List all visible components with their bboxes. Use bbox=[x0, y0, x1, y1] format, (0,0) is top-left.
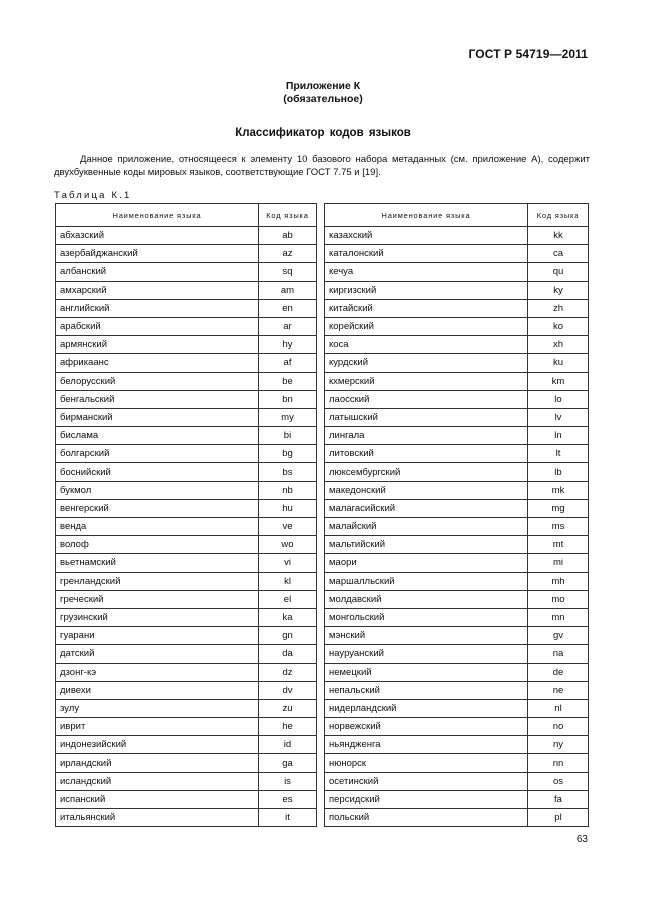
language-name-right: казахский bbox=[325, 227, 528, 245]
language-name-right: нидерландский bbox=[325, 699, 528, 717]
column-gap bbox=[317, 499, 325, 517]
language-code-right: ku bbox=[528, 354, 589, 372]
language-code-left: sq bbox=[259, 263, 317, 281]
table-row bbox=[56, 317, 589, 335]
table-row bbox=[56, 809, 589, 827]
intro-paragraph: Данное приложение, относящееся к элементу 10 базового набора метаданных (см. приложение А), содержит двухбуквенные коды мировых языков, соответствующие ГОСТ 7.75 и [19]. bbox=[54, 154, 590, 178]
language-name-left: английский bbox=[56, 299, 259, 317]
language-name-right: мэнский bbox=[325, 627, 528, 645]
language-name-left: итальянский bbox=[56, 809, 259, 827]
language-name-left: ирландский bbox=[56, 754, 259, 772]
language-name-left: волоф bbox=[56, 536, 259, 554]
language-code-left: dz bbox=[259, 663, 317, 681]
language-code-right: lv bbox=[528, 408, 589, 426]
table-row bbox=[56, 390, 589, 408]
language-name-right: мальтийский bbox=[325, 536, 528, 554]
language-code-right: mt bbox=[528, 536, 589, 554]
table-row bbox=[56, 281, 589, 299]
language-code-right: os bbox=[528, 772, 589, 790]
column-gap bbox=[317, 754, 325, 772]
language-code-right: mg bbox=[528, 499, 589, 517]
language-name-left: арабский bbox=[56, 317, 259, 335]
standard-code: ГОСТ Р 54719—2011 bbox=[468, 47, 588, 61]
appendix-heading bbox=[0, 80, 646, 106]
column-gap bbox=[317, 681, 325, 699]
language-code-right: mh bbox=[528, 572, 589, 590]
language-name-left: дзонг-кэ bbox=[56, 663, 259, 681]
language-name-left: африкаанс bbox=[56, 354, 259, 372]
language-code-right: nl bbox=[528, 699, 589, 717]
column-gap bbox=[317, 590, 325, 608]
language-name-left: гренландский bbox=[56, 572, 259, 590]
language-name-left: гуарани bbox=[56, 627, 259, 645]
language-code-right: de bbox=[528, 663, 589, 681]
column-gap bbox=[317, 481, 325, 499]
language-code-left: bg bbox=[259, 445, 317, 463]
language-name-right: персидский bbox=[325, 790, 528, 808]
language-code-left: af bbox=[259, 354, 317, 372]
language-name-right: немецкий bbox=[325, 663, 528, 681]
language-name-left: бислама bbox=[56, 427, 259, 445]
table-row bbox=[56, 590, 589, 608]
table-row bbox=[56, 554, 589, 572]
language-code-left: he bbox=[259, 718, 317, 736]
language-code-right: mo bbox=[528, 590, 589, 608]
language-name-right: ньяндженга bbox=[325, 736, 528, 754]
column-gap bbox=[317, 663, 325, 681]
column-gap bbox=[317, 608, 325, 626]
column-gap bbox=[317, 354, 325, 372]
language-code-left: id bbox=[259, 736, 317, 754]
language-code-right: ne bbox=[528, 681, 589, 699]
language-code-right: lo bbox=[528, 390, 589, 408]
column-gap bbox=[317, 699, 325, 717]
language-code-left: bs bbox=[259, 463, 317, 481]
language-name-left: белорусский bbox=[56, 372, 259, 390]
language-name-left: болгарский bbox=[56, 445, 259, 463]
table-row bbox=[56, 608, 589, 626]
language-code-right: kk bbox=[528, 227, 589, 245]
language-code-right: nn bbox=[528, 754, 589, 772]
table-caption: Таблица К.1 bbox=[54, 190, 132, 201]
language-name-right: корейский bbox=[325, 317, 528, 335]
table-row bbox=[56, 572, 589, 590]
table-row bbox=[56, 718, 589, 736]
column-gap bbox=[317, 554, 325, 572]
column-gap bbox=[317, 736, 325, 754]
language-code-left: ka bbox=[259, 608, 317, 626]
table-row bbox=[56, 536, 589, 554]
language-code-left: bn bbox=[259, 390, 317, 408]
column-gap bbox=[317, 408, 325, 426]
header-language-name-left: Наименование языка bbox=[56, 204, 259, 227]
language-name-left: бенгальский bbox=[56, 390, 259, 408]
language-code-right: zh bbox=[528, 299, 589, 317]
language-code-left: am bbox=[259, 281, 317, 299]
language-code-left: ga bbox=[259, 754, 317, 772]
language-name-right: науруанский bbox=[325, 645, 528, 663]
language-name-left: иврит bbox=[56, 718, 259, 736]
language-code-left: el bbox=[259, 590, 317, 608]
language-code-left: da bbox=[259, 645, 317, 663]
language-name-right: норвежский bbox=[325, 718, 528, 736]
column-gap bbox=[317, 645, 325, 663]
language-code-left: en bbox=[259, 299, 317, 317]
language-name-right: осетинский bbox=[325, 772, 528, 790]
language-code-right: ms bbox=[528, 518, 589, 536]
language-code-left: vi bbox=[259, 554, 317, 572]
table-row bbox=[56, 299, 589, 317]
column-gap bbox=[317, 718, 325, 736]
language-code-right: ca bbox=[528, 245, 589, 263]
language-code-left: is bbox=[259, 772, 317, 790]
table-row bbox=[56, 263, 589, 281]
language-code-left: bi bbox=[259, 427, 317, 445]
language-code-left: hy bbox=[259, 336, 317, 354]
language-name-left: венгерский bbox=[56, 499, 259, 517]
column-gap bbox=[317, 627, 325, 645]
table-row bbox=[56, 336, 589, 354]
table-row bbox=[56, 427, 589, 445]
language-name-right: монгольский bbox=[325, 608, 528, 626]
language-name-right: люксембургский bbox=[325, 463, 528, 481]
language-name-left: абхазский bbox=[56, 227, 259, 245]
language-code-right: lt bbox=[528, 445, 589, 463]
language-name-right: маори bbox=[325, 554, 528, 572]
language-code-table bbox=[55, 203, 589, 827]
column-gap bbox=[317, 245, 325, 263]
language-code-right: no bbox=[528, 718, 589, 736]
language-code-left: be bbox=[259, 372, 317, 390]
column-gap bbox=[317, 445, 325, 463]
language-code-left: gn bbox=[259, 627, 317, 645]
appendix-title: Приложение К bbox=[285, 80, 361, 92]
table-row bbox=[56, 663, 589, 681]
column-gap bbox=[317, 227, 325, 245]
table-row bbox=[56, 645, 589, 663]
language-name-right: кхмерский bbox=[325, 372, 528, 390]
language-code-right: lb bbox=[528, 463, 589, 481]
header-language-code-left: Код языка bbox=[259, 204, 317, 227]
table-row bbox=[56, 499, 589, 517]
language-name-right: киргизский bbox=[325, 281, 528, 299]
language-code-right: qu bbox=[528, 263, 589, 281]
column-gap bbox=[317, 390, 325, 408]
table-row bbox=[56, 518, 589, 536]
table-body bbox=[56, 227, 589, 827]
column-gap bbox=[317, 299, 325, 317]
language-code-left: hu bbox=[259, 499, 317, 517]
language-name-left: армянский bbox=[56, 336, 259, 354]
language-code-left: wo bbox=[259, 536, 317, 554]
language-code-right: pl bbox=[528, 809, 589, 827]
language-name-left: зулу bbox=[56, 699, 259, 717]
language-code-right: fa bbox=[528, 790, 589, 808]
language-code-left: ab bbox=[259, 227, 317, 245]
language-code-right: mn bbox=[528, 608, 589, 626]
language-code-left: my bbox=[259, 408, 317, 426]
table-row bbox=[56, 681, 589, 699]
table-row bbox=[56, 736, 589, 754]
column-gap bbox=[317, 263, 325, 281]
table-header-row bbox=[56, 204, 589, 227]
language-name-right: лаосский bbox=[325, 390, 528, 408]
language-name-right: коса bbox=[325, 336, 528, 354]
table-row bbox=[56, 245, 589, 263]
language-name-right: польский bbox=[325, 809, 528, 827]
language-code-left: nb bbox=[259, 481, 317, 499]
language-code-right: ky bbox=[528, 281, 589, 299]
language-code-right: gv bbox=[528, 627, 589, 645]
language-name-right: лингала bbox=[325, 427, 528, 445]
language-name-right: македонский bbox=[325, 481, 528, 499]
table-row bbox=[56, 354, 589, 372]
column-gap bbox=[317, 372, 325, 390]
table-row bbox=[56, 227, 589, 245]
language-name-right: латышский bbox=[325, 408, 528, 426]
language-name-left: азербайджанский bbox=[56, 245, 259, 263]
language-name-right: китайский bbox=[325, 299, 528, 317]
language-code-left: kl bbox=[259, 572, 317, 590]
language-code-left: az bbox=[259, 245, 317, 263]
column-gap bbox=[317, 204, 325, 227]
language-code-left: ve bbox=[259, 518, 317, 536]
appendix-status: (обязательное) bbox=[283, 93, 363, 105]
column-gap bbox=[317, 317, 325, 335]
language-name-right: малайский bbox=[325, 518, 528, 536]
language-code-left: zu bbox=[259, 699, 317, 717]
language-name-left: албанский bbox=[56, 263, 259, 281]
column-gap bbox=[317, 536, 325, 554]
language-code-left: ar bbox=[259, 317, 317, 335]
language-code-right: na bbox=[528, 645, 589, 663]
language-code-left: es bbox=[259, 790, 317, 808]
language-name-left: грузинский bbox=[56, 608, 259, 626]
language-name-right: маршалльский bbox=[325, 572, 528, 590]
column-gap bbox=[317, 336, 325, 354]
table-row bbox=[56, 463, 589, 481]
header-language-name-right: Наименование языка bbox=[325, 204, 528, 227]
column-gap bbox=[317, 790, 325, 808]
table-row bbox=[56, 772, 589, 790]
table-row bbox=[56, 408, 589, 426]
table-row bbox=[56, 627, 589, 645]
column-gap bbox=[317, 572, 325, 590]
language-name-right: каталонский bbox=[325, 245, 528, 263]
language-name-left: венда bbox=[56, 518, 259, 536]
language-name-left: букмол bbox=[56, 481, 259, 499]
language-name-left: датский bbox=[56, 645, 259, 663]
language-name-right: малагасийский bbox=[325, 499, 528, 517]
document-title: Классификатор кодов языков bbox=[235, 127, 411, 139]
page-number: 63 bbox=[576, 834, 588, 845]
table-row bbox=[56, 372, 589, 390]
language-name-right: кечуа bbox=[325, 263, 528, 281]
language-name-right: курдский bbox=[325, 354, 528, 372]
table-row bbox=[56, 754, 589, 772]
language-name-left: вьетнамский bbox=[56, 554, 259, 572]
language-name-left: амхарский bbox=[56, 281, 259, 299]
language-name-right: непальский bbox=[325, 681, 528, 699]
language-name-left: индонезийский bbox=[56, 736, 259, 754]
language-code-left: it bbox=[259, 809, 317, 827]
language-name-right: молдавский bbox=[325, 590, 528, 608]
table-row bbox=[56, 699, 589, 717]
column-gap bbox=[317, 463, 325, 481]
language-name-left: дивехи bbox=[56, 681, 259, 699]
language-name-right: литовский bbox=[325, 445, 528, 463]
language-name-left: испанский bbox=[56, 790, 259, 808]
header-language-code-right: Код языка bbox=[528, 204, 589, 227]
language-code-right: ny bbox=[528, 736, 589, 754]
language-name-left: исландский bbox=[56, 772, 259, 790]
table-row bbox=[56, 481, 589, 499]
language-name-left: греческий bbox=[56, 590, 259, 608]
column-gap bbox=[317, 427, 325, 445]
table-row bbox=[56, 790, 589, 808]
language-name-left: бирманский bbox=[56, 408, 259, 426]
column-gap bbox=[317, 809, 325, 827]
column-gap bbox=[317, 772, 325, 790]
language-code-right: mk bbox=[528, 481, 589, 499]
table-row bbox=[56, 445, 589, 463]
language-code-right: mi bbox=[528, 554, 589, 572]
language-name-left: боснийский bbox=[56, 463, 259, 481]
language-name-right: нюнорск bbox=[325, 754, 528, 772]
language-code-right: ko bbox=[528, 317, 589, 335]
language-code-right: ln bbox=[528, 427, 589, 445]
language-code-right: xh bbox=[528, 336, 589, 354]
column-gap bbox=[317, 281, 325, 299]
column-gap bbox=[317, 518, 325, 536]
language-code-right: km bbox=[528, 372, 589, 390]
language-code-left: dv bbox=[259, 681, 317, 699]
